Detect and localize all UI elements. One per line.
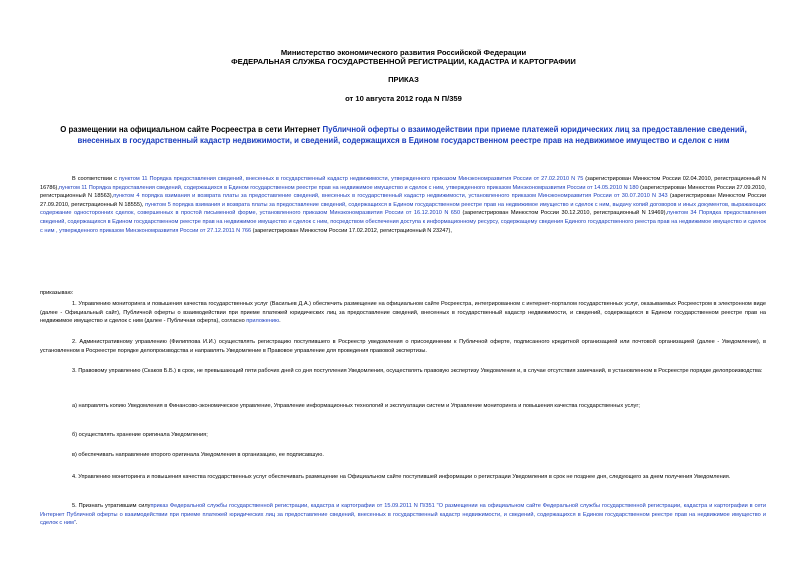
document-date: от 10 августа 2012 года N П/359 [345, 94, 462, 103]
repealed-order-link[interactable]: приказ Федеральной службы государственной регистрации, кадастра и картографии от 15.09.2011 N П/351 "О размещении на официальном сайте Федеральной службы государственной регистрации, кадастра и картографии в сети Интернет Публичной оферты о взаимодействии при приеме платежей юридических лиц за предоставление сведений, внесенных в государственный кадастр недвижимости, и сведений, содержащихся в Едином государственном реестре прав на недвижимое имущество и сделок с ним" [40, 503, 766, 527]
preamble-text-1: В соответствии с [72, 176, 119, 182]
preamble-text-5: (зарегистрирован Минюстом России 30.12.2010, регистрационный N 19469), [460, 210, 668, 217]
preamble-link-1[interactable]: пунктом 11 Порядка предоставления сведений, внесенных в государственный кадастр недвижимости, утвержденного приказом Минэкономразвития России от 27.02.2010 N 75 [118, 176, 584, 182]
preamble-link-5[interactable]: пунктом 34 Порядка предоставления сведений, содержащихся в Едином государственном реестре прав на недвижимое имущество и сделок с ним, посредством обеспечения доступа к информационному ресурсу, содержащему сведения Единого государственного реестра прав на недвижимое имущество и сделок с ним , утвержденного приказом Минэкономразвития России от 27.12.2011 N 766 [40, 210, 766, 234]
item-4: 4. Управлению мониторинга и повышения качества государственных услуг обеспечивать размещение на Официальном сайте поступившей информации о регистрации Уведомления в срок не позднее дня, следующего за днем получения Уведомления. [72, 474, 731, 480]
item-2: 2. Административному управлению (Филиппова И.И.) осуществлять регистрацию поступившего в Росреестр уведомления о присоединении к Публичной оферте, подписанного кредитной организацией или почтовой организацией (далее - Уведомление), в установленном в Росреестре порядке делопроизводства и направлять Уведомление в Правовое управление для проведения правовой экспертизы. [40, 339, 766, 354]
preamble-paragraph [40, 175, 766, 235]
appendix-link[interactable]: приложению [246, 318, 280, 325]
preamble-link-2[interactable]: пунктом 11 Порядка предоставления сведений, содержащихся в Едином государственном реестре прав на недвижимое имущество и сделок с ним, утвержденного приказом Минэкономразвития России от 14.05.2010 N 180 [58, 184, 639, 191]
preamble-text-3: (зарегистрирован Минюстом России 27.09.2010, регистрационный N 18563), [40, 184, 766, 200]
item-5-text: 5. Признать утратившим силу [72, 503, 151, 509]
item-1 [40, 300, 766, 326]
preamble-text-4: (зарегистрирован Минюстом России 27.09.2010, регистрационный N 18555), [40, 193, 766, 208]
document-title [40, 124, 767, 146]
preamble-link-4[interactable]: пунктом 5 порядка взимания и возврата платы за предоставление сведений, содержащихся в Едином государственном реестре прав на недвижимое имущество и сделок с ним, выдачу копий договоров и иных документов, выражающих содержание односторонних сделок, совершенных в простой письменной форме, установленного приказом Минэкономразвития России от 16.12.2010 N 650 [40, 201, 766, 217]
ministry-name: Министерство экономического развития Российской Федерации [280, 48, 527, 57]
item-3: 3. Правовому управлению (Скаков Б.Б.) в срок, не превышающий пяти рабочих дней со дня поступления Уведомления, осуществлять правовую экспертизу Уведомления и, в случае отсутствия замечаний, в установленном в Росреестре порядке делопроизводства: [72, 368, 763, 374]
preamble-link-3[interactable]: пунктом 4 порядка взимания и возврата платы за предоставление сведений, внесенных в государственный кадастр недвижимости, установленного приказом Минэкономразвития России от 30.07.2010 N 343 [113, 193, 668, 200]
preamble-text-6: (зарегистрирован Минюстом России 17.02.2012, регистрационный N 23247), [251, 227, 452, 234]
item-5-end: . [75, 520, 78, 527]
service-name: ФЕДЕРАЛЬНАЯ СЛУЖБА ГОСУДАРСТВЕННОЙ РЕГИСТРАЦИИ, КАДАСТРА И КАРТОГРАФИИ [231, 57, 576, 66]
preamble-text-2: (зарегистрирован Минюстом России 02.04.2010, регистрационный N 16786), [40, 176, 767, 191]
document-type: ПРИКАЗ [388, 75, 419, 84]
title-text: О размещении на официальном сайте Росреестра в сети Интернет [60, 125, 323, 134]
item-3c: в) обеспечивать направление второго оригинала Уведомления в организацию, ее подписавшую. [72, 452, 324, 458]
item-3b: б) осуществлять хранение оригинала Уведомления; [72, 432, 208, 438]
item-5 [40, 502, 766, 528]
order-word: приказываю: [40, 290, 74, 296]
item-1-text: 1. Управлению мониторинга и повышения качества государственных услуг (Васильев Д.А.) обеспечить размещение на официальном сайте Росреестра, интегрированном с интернет-порталом государственных услуг, оказываемых Росреестром в электронном виде (далее - Официальный сайт), Публичной оферты о взаимодействии при приеме платежей юридических лиц за предоставление сведений, внесенных в государственный кадастр недвижимости, и сведений, содержащихся в Едином государственном реестре прав на недвижимое имущество и сделок с ним (далее - Публичная оферта), согласно [40, 301, 766, 325]
item-3a: а) направлять копию Уведомления в Финансово-экономическое управление, Управление информационных технологий и эксплуатации систем и Управление мониторинга и повышения качества государственных услуг; [72, 403, 640, 409]
title-link[interactable]: Публичной оферты о взаимодействии при приеме платежей юридических лиц за предоставление сведений, внесенных в государственный кадастр недвижимости, и сведений, содержащихся в Едином государственном реестре прав на недвижимое имущество и сделок с ним [77, 125, 747, 145]
item-1-end: . [279, 318, 281, 325]
